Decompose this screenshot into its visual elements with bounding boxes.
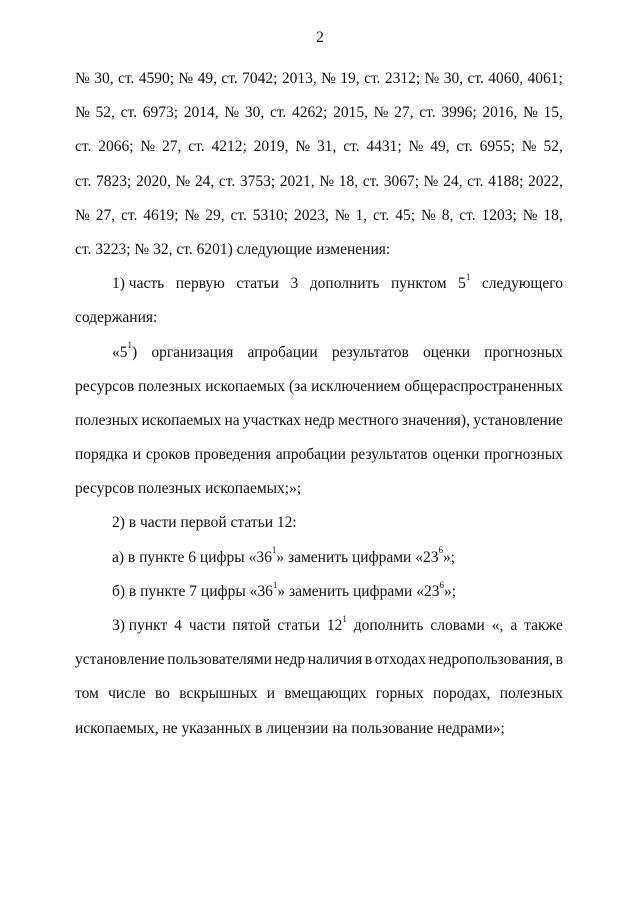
word: ст. <box>372 206 390 224</box>
word: № <box>75 104 90 122</box>
text-line <box>75 677 563 711</box>
word: дополнить <box>353 617 424 634</box>
word: 27, <box>162 138 182 156</box>
superscript: 1 <box>342 613 347 624</box>
word: № <box>373 104 389 122</box>
text-line <box>75 199 563 233</box>
word: 5310; <box>252 206 289 224</box>
word: 7042; <box>242 70 278 87</box>
word: ископаемых <box>205 377 285 395</box>
word: вмещающих <box>284 685 367 703</box>
word: 27, <box>95 206 116 224</box>
word: 18, <box>338 172 359 190</box>
text-line <box>75 404 563 438</box>
word: статьи <box>277 617 320 634</box>
word: статьи <box>236 275 279 293</box>
word: ст. <box>269 104 287 122</box>
word: недр <box>274 651 306 669</box>
word: ст. <box>218 172 236 190</box>
superscript: 1 <box>271 545 277 556</box>
word: № <box>140 138 156 156</box>
word: № <box>175 172 191 190</box>
text-line: а) в пункте 6 цифры «$36^1$» заменить цифрами «$23^6$»; <box>112 545 456 566</box>
text-line: содержания: <box>75 309 158 327</box>
word: прогнозных <box>484 446 563 464</box>
word: и <box>132 446 142 464</box>
document-body <box>75 62 563 746</box>
word: ст. <box>230 206 247 224</box>
text-line: ст. 3223; № 32, ст. 6201) следующие изменения: <box>75 240 391 258</box>
word: 8, <box>441 206 454 224</box>
word: 24, <box>443 172 463 190</box>
word: 2014, <box>183 104 219 122</box>
word: 3996; <box>441 104 477 122</box>
text-line <box>75 643 563 677</box>
superscript: 1 <box>465 271 471 282</box>
word: полезных <box>75 411 139 429</box>
word: 2066; <box>98 138 134 156</box>
word: в <box>364 651 373 669</box>
word: ресурсов <box>75 377 135 395</box>
word: № <box>178 70 194 87</box>
word: ст. <box>221 70 238 87</box>
text-line <box>75 438 563 472</box>
word: 6973; <box>142 104 179 122</box>
word: 27, <box>394 104 414 122</box>
word: ст. <box>188 138 205 156</box>
word: «, <box>491 617 504 634</box>
word: том <box>75 685 99 703</box>
word: ст. <box>117 70 135 87</box>
text-line <box>75 609 563 643</box>
word: результатов <box>350 446 428 464</box>
word: недр <box>304 411 335 429</box>
text-line <box>75 62 563 96</box>
word: № <box>75 206 90 224</box>
word: № <box>321 70 336 87</box>
word: значения), <box>401 411 470 429</box>
word: 4619; <box>143 206 179 224</box>
text-line <box>75 336 563 370</box>
text-line: ископаемых, не указанных в лицензии на пользование недрами»; <box>75 719 505 737</box>
word: $12^1$ <box>326 613 347 634</box>
word: пунктом <box>391 275 447 293</box>
word: дополнить <box>309 275 380 293</box>
word: № <box>75 70 90 87</box>
word: местного <box>338 411 399 429</box>
word: № <box>423 172 439 190</box>
page-number: 2 <box>316 29 324 46</box>
word: 2015, <box>333 104 368 122</box>
text-line <box>75 267 563 301</box>
word: № <box>334 206 350 224</box>
word: ст. <box>120 104 137 122</box>
word: апробации <box>275 446 346 464</box>
word: установление <box>75 651 165 669</box>
word: 4590; <box>138 70 175 87</box>
word: № <box>319 172 335 190</box>
word: 45; <box>395 206 416 224</box>
word: ст. <box>362 172 380 190</box>
word: 49, <box>197 70 217 87</box>
word: 52, <box>95 104 115 122</box>
text-line <box>75 370 563 404</box>
word: оценки <box>422 343 471 361</box>
word: 4061; <box>527 70 563 87</box>
word: № <box>521 138 537 156</box>
word: № <box>522 206 538 224</box>
word: оценки <box>432 446 480 464</box>
word: ст. <box>467 70 484 87</box>
word: пользователями <box>167 651 272 669</box>
word: участках <box>242 411 301 429</box>
word: ископаемых <box>141 411 222 429</box>
word: 2023, <box>293 206 329 224</box>
word: сроков <box>145 446 191 464</box>
text-line: б) в пункте 7 цифры «$36^1$» заменить цифрами «$23^6$»; <box>112 579 457 600</box>
word: также <box>524 617 563 634</box>
word: результатов <box>331 343 409 361</box>
word: 2013, <box>281 70 317 87</box>
word: 52, <box>543 138 563 156</box>
word: порядка <box>75 446 128 464</box>
text-line <box>75 96 563 130</box>
word: отходах <box>374 651 427 669</box>
word: 4431; <box>366 138 402 156</box>
word: породах, <box>432 685 491 703</box>
word: 24, <box>194 172 215 190</box>
word: «$5^1$) <box>112 340 138 361</box>
word: 1) часть <box>112 275 165 293</box>
word: № <box>420 206 436 224</box>
word: ст. <box>120 206 138 224</box>
word: апробации <box>247 343 318 361</box>
word: пятой <box>232 617 271 634</box>
word: 3) пункт <box>112 617 168 634</box>
word: 30, <box>443 70 464 87</box>
word: 4 <box>174 617 182 634</box>
word: 2022, <box>528 172 563 190</box>
word: ст. <box>343 138 360 156</box>
text-line: 2) в части первой статьи 12: <box>112 514 297 532</box>
word: 31, <box>316 138 337 156</box>
word: 2020, <box>135 172 171 190</box>
word: на <box>224 411 240 429</box>
superscript: 1 <box>127 340 132 351</box>
word: 2016, <box>482 104 518 122</box>
word: № <box>295 138 311 156</box>
word: № <box>184 206 200 224</box>
word: 30, <box>94 70 114 87</box>
word: полезных <box>138 377 202 395</box>
word: ст. <box>364 70 381 87</box>
word: ст. <box>467 172 484 190</box>
word: в <box>555 651 563 669</box>
word: общераспространенных <box>404 377 563 395</box>
word: 30, <box>244 104 265 122</box>
word: 19, <box>340 70 360 87</box>
word: недропользования, <box>428 651 554 669</box>
word: 4188; <box>488 172 524 190</box>
word: установление <box>473 411 563 429</box>
word: словами <box>430 617 485 634</box>
word: 3753; <box>239 172 276 190</box>
word: ст. <box>75 172 92 190</box>
word: 2019, <box>253 138 289 156</box>
superscript: 6 <box>439 579 444 590</box>
word: во <box>155 685 170 703</box>
word: 1203; <box>481 206 517 224</box>
word: горных <box>375 685 424 703</box>
word: $5^1$ <box>458 271 471 293</box>
word: 49, <box>430 138 450 156</box>
word: исключением <box>311 377 401 395</box>
superscript: 6 <box>438 545 443 556</box>
word: полезных <box>499 685 563 703</box>
word: следующего <box>481 275 563 293</box>
word: 3067; <box>383 172 420 190</box>
word: ст. <box>456 138 473 156</box>
word: ст. <box>459 206 476 224</box>
word: 2312; <box>384 70 421 87</box>
word: 18, <box>543 206 563 224</box>
word: а <box>510 617 518 634</box>
word: № <box>224 104 240 122</box>
word: наличия <box>307 651 363 669</box>
word: организация <box>151 343 234 361</box>
word: 29, <box>205 206 225 224</box>
word: 4060, <box>488 70 524 87</box>
word: 2021, <box>279 172 315 190</box>
word: ст. <box>75 138 92 156</box>
word: 15, <box>543 104 563 122</box>
word: 1, <box>355 206 368 224</box>
word: 4212; <box>211 138 247 156</box>
word: (за <box>288 377 308 395</box>
word: проведения <box>194 446 271 464</box>
word: 3 <box>290 275 299 293</box>
word: первую <box>175 275 225 293</box>
superscript: 1 <box>272 579 278 590</box>
word: ст. <box>419 104 436 122</box>
text-line <box>75 130 563 164</box>
word: и <box>266 685 276 703</box>
word: прогнозных <box>484 343 563 361</box>
word: № <box>408 138 424 156</box>
text-line: ресурсов полезных ископаемых;»; <box>75 480 302 498</box>
text-line <box>75 165 563 199</box>
word: числе <box>108 685 146 703</box>
word: № <box>522 104 538 122</box>
word: вскрышных <box>179 685 258 703</box>
word: 6955; <box>479 138 515 156</box>
word: 7823; <box>96 172 132 190</box>
word: 4262; <box>292 104 328 122</box>
word: части <box>188 617 226 634</box>
word: № <box>424 70 440 87</box>
